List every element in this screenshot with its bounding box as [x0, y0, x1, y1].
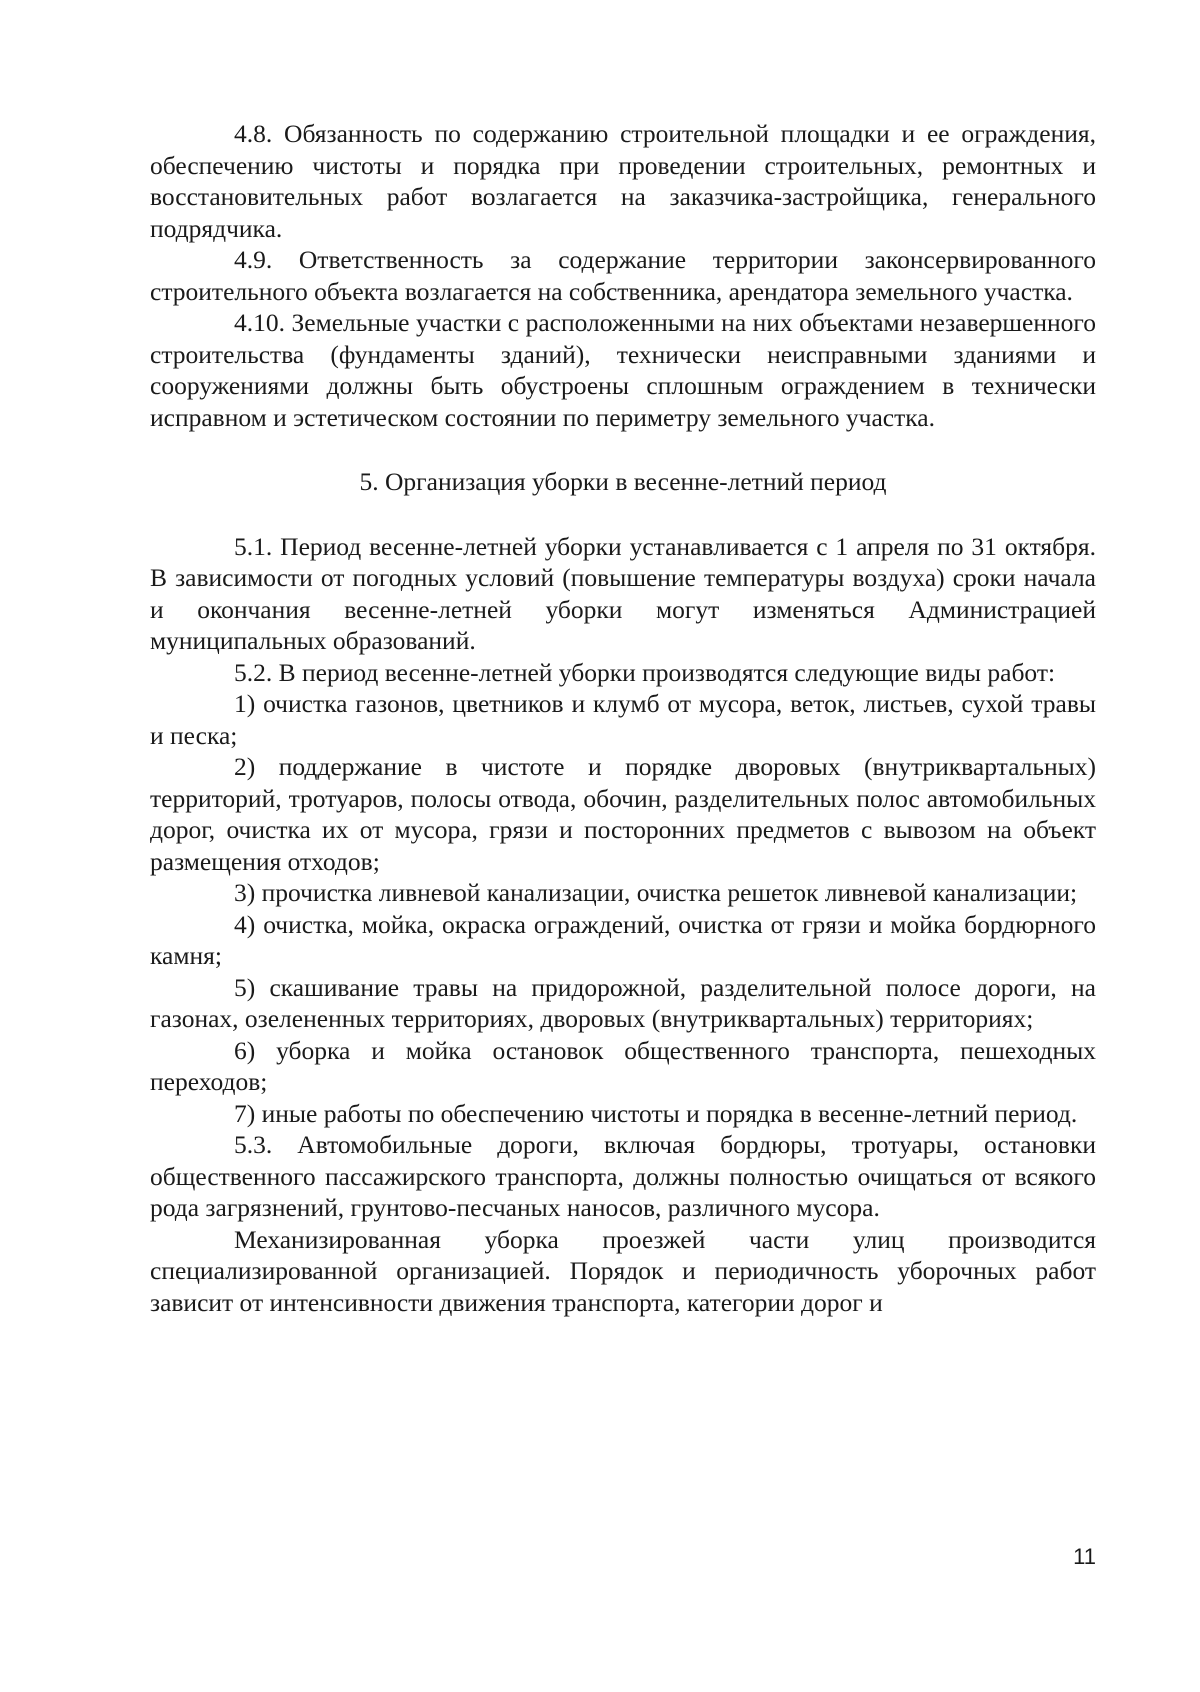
paragraph-4-8: 4.8. Обязанность по содержанию строительной площадки и ее ограждения, обеспечению чистоты и порядка при проведении строительных, ремонтных и восстановительных работ возлагается на заказчика-застройщика, генерального подрядчика.: [150, 119, 1096, 243]
list-item-4: 4) очистка, мойка, окраска ограждений, очистка от грязи и мойка бордюрного камня;: [150, 909, 1096, 970]
section-heading: 5. Организация уборки в весенне-летний период: [359, 467, 887, 496]
paragraph-5-3: 5.3. Автомобильные дороги, включая бордюры, тротуары, остановки общественного пассажирского транспорта, должны полностью очищаться от всякого рода загрязнений, грунтово-песчаных наносов, различного мусора.: [150, 1130, 1096, 1222]
paragraph-5-2: 5.2. В период весенне-летней уборки производятся следующие виды работ:: [234, 657, 1056, 687]
document-body: [150, 118, 1096, 1318]
list-item-1: 1) очистка газонов, цветников и клумб от мусора, веток, листьев, сухой травы и песка;: [150, 689, 1096, 750]
paragraph-mechanized-cleaning: Механизированная уборка проезжей части улиц производится специализированной организацией. Порядок и периодичность уборочных работ зависит от интенсивности движения транспорта, категории дорог и: [150, 1224, 1096, 1317]
paragraph-5-1: 5.1. Период весенне-летней уборки устанавливается с 1 апреля по 31 октября. В зависимости от погодных условий (повышение температуры воздуха) сроки начала и окончания весенне-летней уборки могут изменяться Администрацией муниципальных образований.: [150, 531, 1096, 655]
paragraph-4-9: 4.9. Ответственность за содержание территории законсервированного строительного объекта возлагается на собственника, арендатора земельного участка.: [150, 245, 1096, 306]
list-item-3: 3) прочистка ливневой канализации, очистка решеток ливневой канализации;: [234, 878, 1078, 907]
page-number: 11: [1073, 1544, 1096, 1569]
paragraph-4-10: 4.10. Земельные участки с расположенными на них объектами незавершенного строительства (фундаменты зданий), технически неисправными зданиями и сооружениями должны быть обустроены сплошным ограждением в технически исправном и эстетическом состоянии по периметру земельного участка.: [150, 308, 1096, 432]
list-item-5: 5) скашивание травы на придорожной, разделительной полосе дороги, на газонах, озелененных территориях, дворовых (внутриквартальных) территориях;: [150, 972, 1096, 1033]
list-item-7: 7) иные работы по обеспечению чистоты и порядка в весенне-летний период.: [234, 1098, 1078, 1128]
list-item-2: 2) поддержание в чистоте и порядке дворовых (внутриквартальных) территорий, тротуаров, полосы отвода, обочин, разделительных полос автомобильных дорог, очистка их от мусора, грязи и посторонних предметов с вывозом на объект размещения отходов;: [150, 752, 1096, 876]
list-item-6: 6) уборка и мойка остановок общественного транспорта, пешеходных переходов;: [150, 1035, 1096, 1096]
